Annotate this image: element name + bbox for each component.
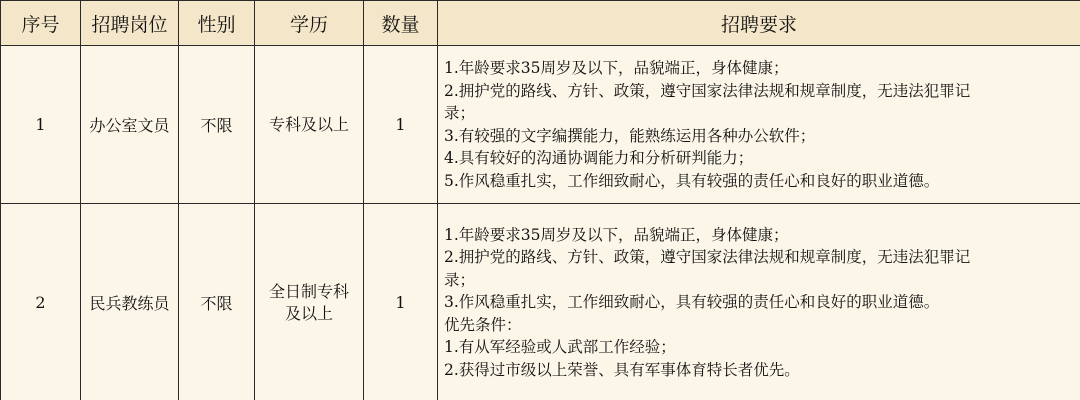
requirement-line: 2.拥护党的路线、方针、政策，遵守国家法律法规和规章制度，无违法犯罪记 — [444, 248, 971, 267]
cell-position: 民兵教练员 — [81, 204, 179, 400]
cell-gender: 不限 — [179, 46, 255, 204]
cell-requirements — [438, 46, 1080, 204]
requirement-line: 1.年龄要求35周岁及以下，品貌端正，身体健康； — [444, 225, 789, 244]
header-education: 学历 — [255, 1, 364, 46]
requirement-line: 2.获得过市级以上荣誉、具有军事体育特长者优先。 — [444, 360, 800, 379]
requirement-line: 录； — [444, 270, 476, 289]
header-requirements: 招聘要求 — [438, 1, 1080, 46]
cell-no: 2 — [1, 204, 81, 400]
cell-gender: 不限 — [179, 204, 255, 400]
requirement-line: 1.有从军经验或人武部工作经验； — [444, 338, 676, 357]
header-row — [1, 1, 1080, 46]
education-line: 专科及以上 — [268, 114, 349, 134]
requirement-line: 1.年龄要求35周岁及以下，品貌端正，身体健康； — [444, 59, 789, 77]
requirement-line: 3.作风稳重扎实，工作细致耐心，具有较强的责任心和良好的职业道德。 — [444, 293, 940, 312]
requirement-line: 4.具有较好的沟通协调能力和分析研判能力； — [444, 149, 754, 167]
requirement-line: 优先条件： — [444, 315, 522, 334]
cell-count: 1 — [364, 46, 438, 204]
requirement-line: 录； — [444, 104, 476, 122]
table-row — [1, 204, 1080, 400]
header-no: 序号 — [1, 1, 81, 46]
requirement-line: 2.拥护党的路线、方针、政策，遵守国家法律法规和规章制度，无违法犯罪记 — [444, 81, 971, 100]
table-row — [1, 46, 1080, 204]
education-line: 全日制专科 — [268, 281, 349, 301]
requirement-line: 3.有较强的文字编撰能力，能熟练运用各种办公软件； — [444, 126, 816, 145]
cell-no: 1 — [1, 46, 81, 204]
header-gender: 性别 — [179, 1, 255, 46]
cell-requirements — [438, 204, 1080, 400]
header-position: 招聘岗位 — [81, 1, 179, 46]
cell-position: 办公室文员 — [81, 46, 179, 204]
requirement-line: 5.作风稳重扎实，工作细致耐心，具有较强的责任心和良好的职业道德。 — [444, 171, 940, 190]
cell-education — [255, 46, 364, 204]
header-count: 数量 — [364, 1, 438, 46]
education-line: 及以上 — [284, 303, 333, 323]
cell-count: 1 — [364, 204, 438, 400]
cell-education — [255, 204, 364, 400]
